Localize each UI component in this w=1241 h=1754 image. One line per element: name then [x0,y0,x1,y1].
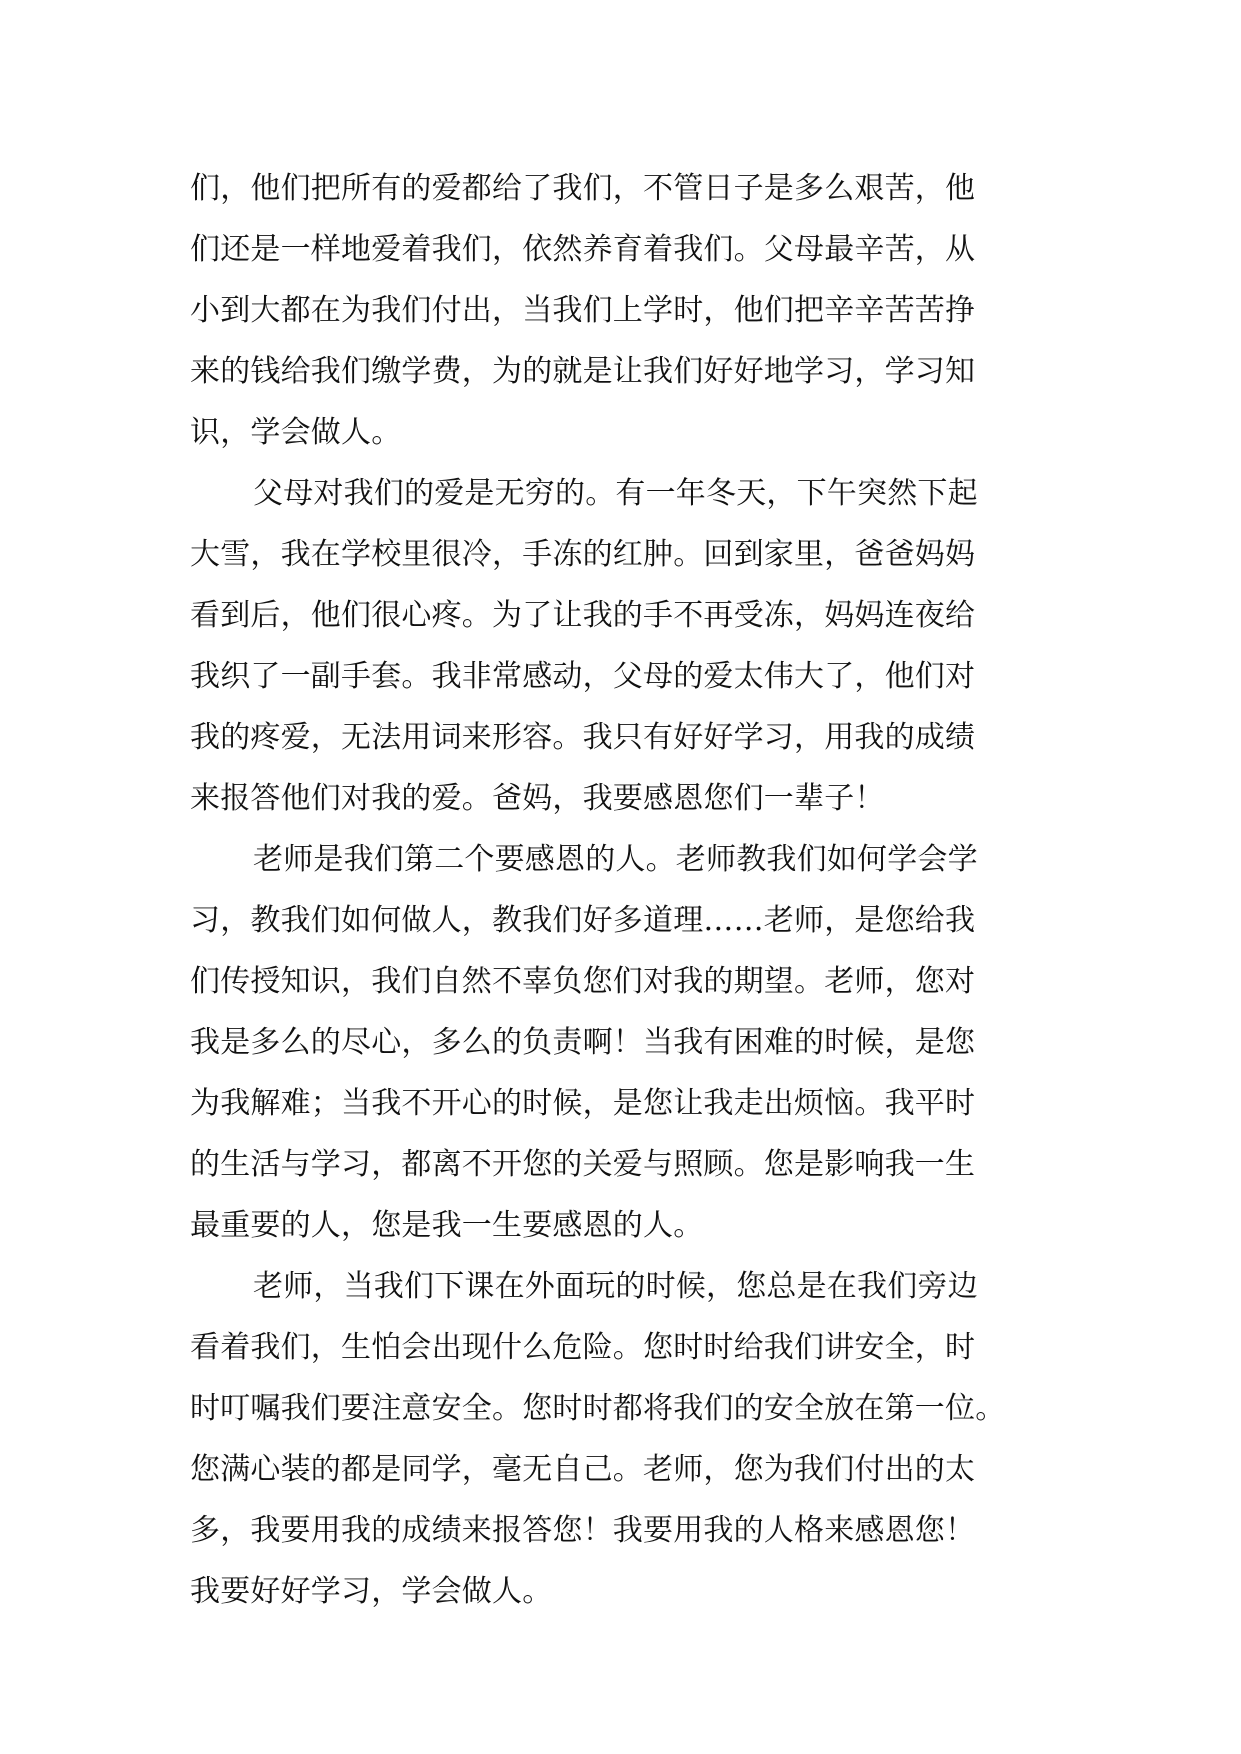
text-line-9: 我织了一副手套。我非常感动，父母的爱太伟大了，他们对 [190,659,976,694]
text-line-13: 习，教我们如何做人，教我们好多道理……老师，是您给我 [190,903,976,938]
text-line-7: 大雪，我在学校里很冷，手冻的红肿。回到家里，爸爸妈妈 [190,537,976,572]
paragraph-start-line: 老师是我们第二个要感恩的人。老师教我们如何学会学 [253,842,978,877]
text-line-22: 您满心装的都是同学，毫无自己。老师，您为我们付出的太 [190,1452,976,1487]
text-line-23: 多，我要用我的成绩来报答您！我要用我的人格来感恩您！ [190,1513,976,1548]
text-line-10: 我的疼爱，无法用词来形容。我只有好好学习，用我的成绩 [190,720,976,755]
body-text [190,158,1070,1622]
text-line-20: 看着我们，生怕会出现什么危险。您时时给我们讲安全，时 [190,1330,976,1365]
text-line-15: 我是多么的尽心，多么的负责啊！当我有困难的时候，是您 [190,1025,976,1060]
text-line-3: 小到大都在为我们付出，当我们上学时，他们把辛辛苦苦挣 [190,293,976,328]
text-line-1: 们，他们把所有的爱都给了我们，不管日子是多么艰苦，他 [190,171,976,206]
text-line-21: 时叮嘱我们要注意安全。您时时都将我们的安全放在第一位。 [190,1391,1006,1426]
text-line-14: 们传授知识，我们自然不辜负您们对我的期望。老师，您对 [190,964,976,999]
paragraph-start-line: 父母对我们的爱是无穷的。有一年冬天，下午突然下起 [253,476,978,511]
text-line-18: 最重要的人，您是我一生要感恩的人。 [190,1208,704,1243]
text-line-2: 们还是一样地爱着我们，依然养育着我们。父母最辛苦，从 [190,232,976,267]
text-line-5: 识，学会做人。 [190,415,402,450]
text-line-11: 来报答他们对我的爱。爸妈，我要感恩您们一辈子！ [190,781,885,816]
text-line-4: 来的钱给我们缴学费，为的就是让我们好好地学习，学习知 [190,354,976,389]
text-line-17: 的生活与学习，都离不开您的关爱与照顾。您是影响我一生 [190,1147,976,1182]
paragraph-start-line: 老师，当我们下课在外面玩的时候，您总是在我们旁边 [253,1269,978,1304]
text-line-16: 为我解难；当我不开心的时候，是您让我走出烦恼。我平时 [190,1086,976,1121]
text-line-24: 我要好好学习，学会做人。 [190,1574,553,1609]
text-line-8: 看到后，他们很心疼。为了让我的手不再受冻，妈妈连夜给 [190,598,976,633]
